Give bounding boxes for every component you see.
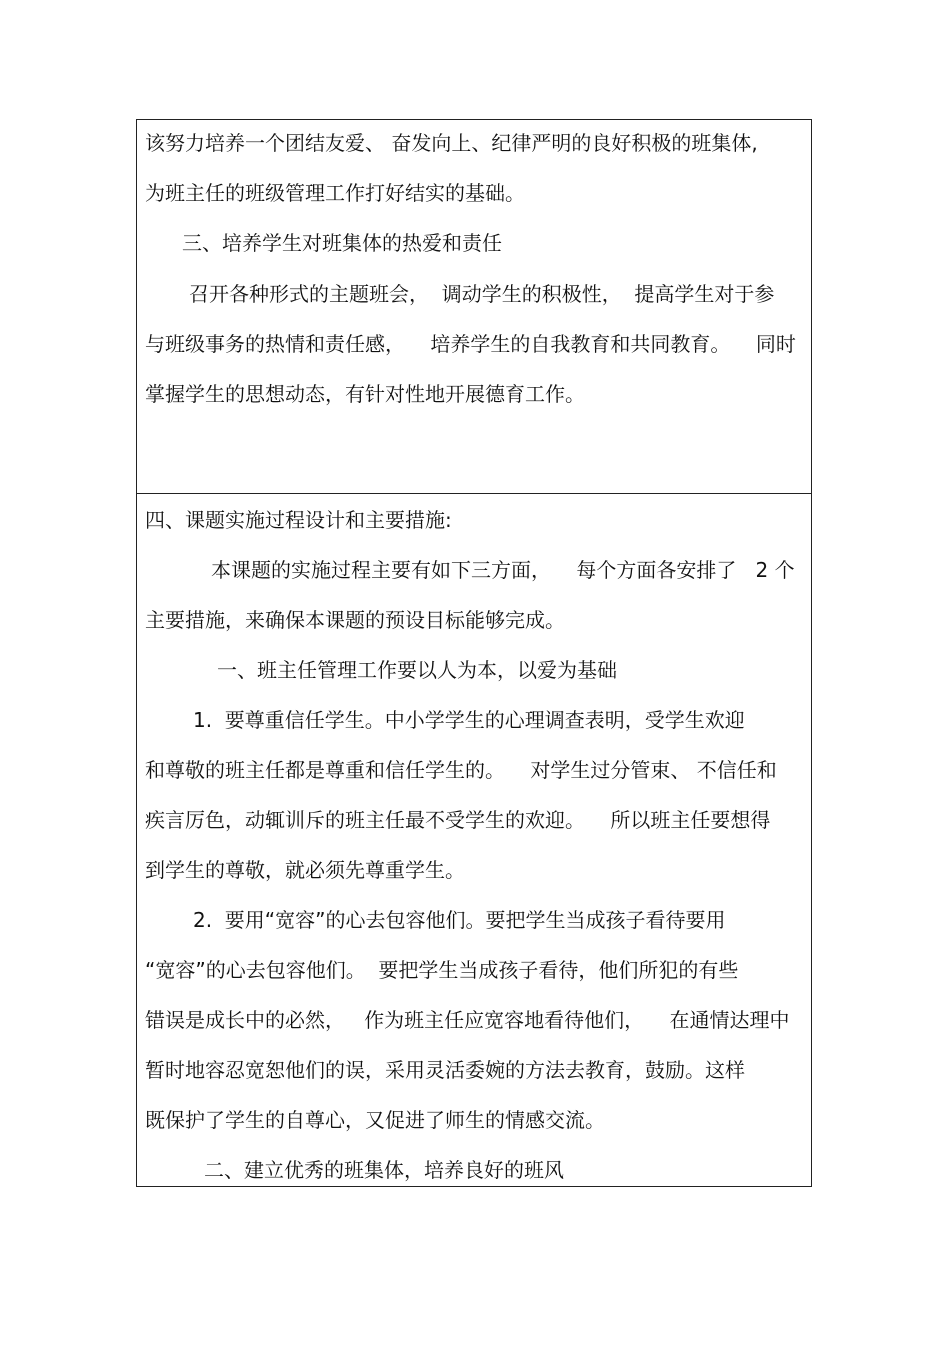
row-divider	[137, 493, 811, 494]
section-heading: 一、班主任管理工作要以人为本，以爱为基础	[217, 658, 617, 682]
paragraph-line: 疾言厉色，动辄训斥的班主任最不受学生的欢迎。 所以班主任要想得	[145, 808, 771, 832]
paragraph-line: 到学生的尊敬，就必须先尊重学生。	[145, 858, 465, 882]
paragraph-line: 掌握学生的思想动态，有针对性地开展德育工作。	[145, 382, 585, 406]
section-heading: 四、课题实施过程设计和主要措施:	[145, 508, 452, 532]
paragraph-line: 为班主任的班级管理工作打好结实的基础。	[145, 181, 525, 205]
paragraph-line: 暂时地容忍宽恕他们的误，采用灵活委婉的方法去教育，鼓励。这样	[145, 1058, 745, 1082]
paragraph-line: 与班级事务的热情和责任感， 培养学生的自我教育和共同教育。 同时	[145, 332, 796, 356]
paragraph-line: 该努力培养一个团结友爱、 奋发向上、纪律严明的良好积极的班集体,	[145, 131, 758, 155]
paragraph-line: 错误是成长中的必然， 作为班主任应宽容地看待他们， 在通情达理中	[145, 1008, 790, 1032]
paragraph-line: “宽容”的心去包容他们。 要把学生当成孩子看待，他们所犯的有些	[145, 958, 739, 982]
paragraph-line: 主要措施，来确保本课题的预设目标能够完成。	[145, 608, 565, 632]
section-heading: 二、建立优秀的班集体，培养良好的班风	[204, 1158, 564, 1182]
section-heading: 三、培养学生对班集体的热爱和责任	[182, 231, 502, 255]
content-table	[136, 119, 812, 1187]
paragraph-line: 召开各种形式的主题班会， 调动学生的积极性， 提高学生对于参	[189, 282, 775, 306]
paragraph-line: 2. 要用“宽容”的心去包容他们。要把学生当成孩子看待要用	[193, 908, 726, 932]
paragraph-line: 本课题的实施过程主要有如下三方面， 每个方面各安排了 2 个	[211, 558, 795, 582]
paragraph-line: 1. 要尊重信任学生。中小学学生的心理调查表明，受学生欢迎	[193, 708, 745, 732]
paragraph-line: 既保护了学生的自尊心，又促进了师生的情感交流。	[145, 1108, 605, 1132]
paragraph-line: 和尊敬的班主任都是尊重和信任学生的。 对学生过分管束、 不信任和	[145, 758, 777, 782]
